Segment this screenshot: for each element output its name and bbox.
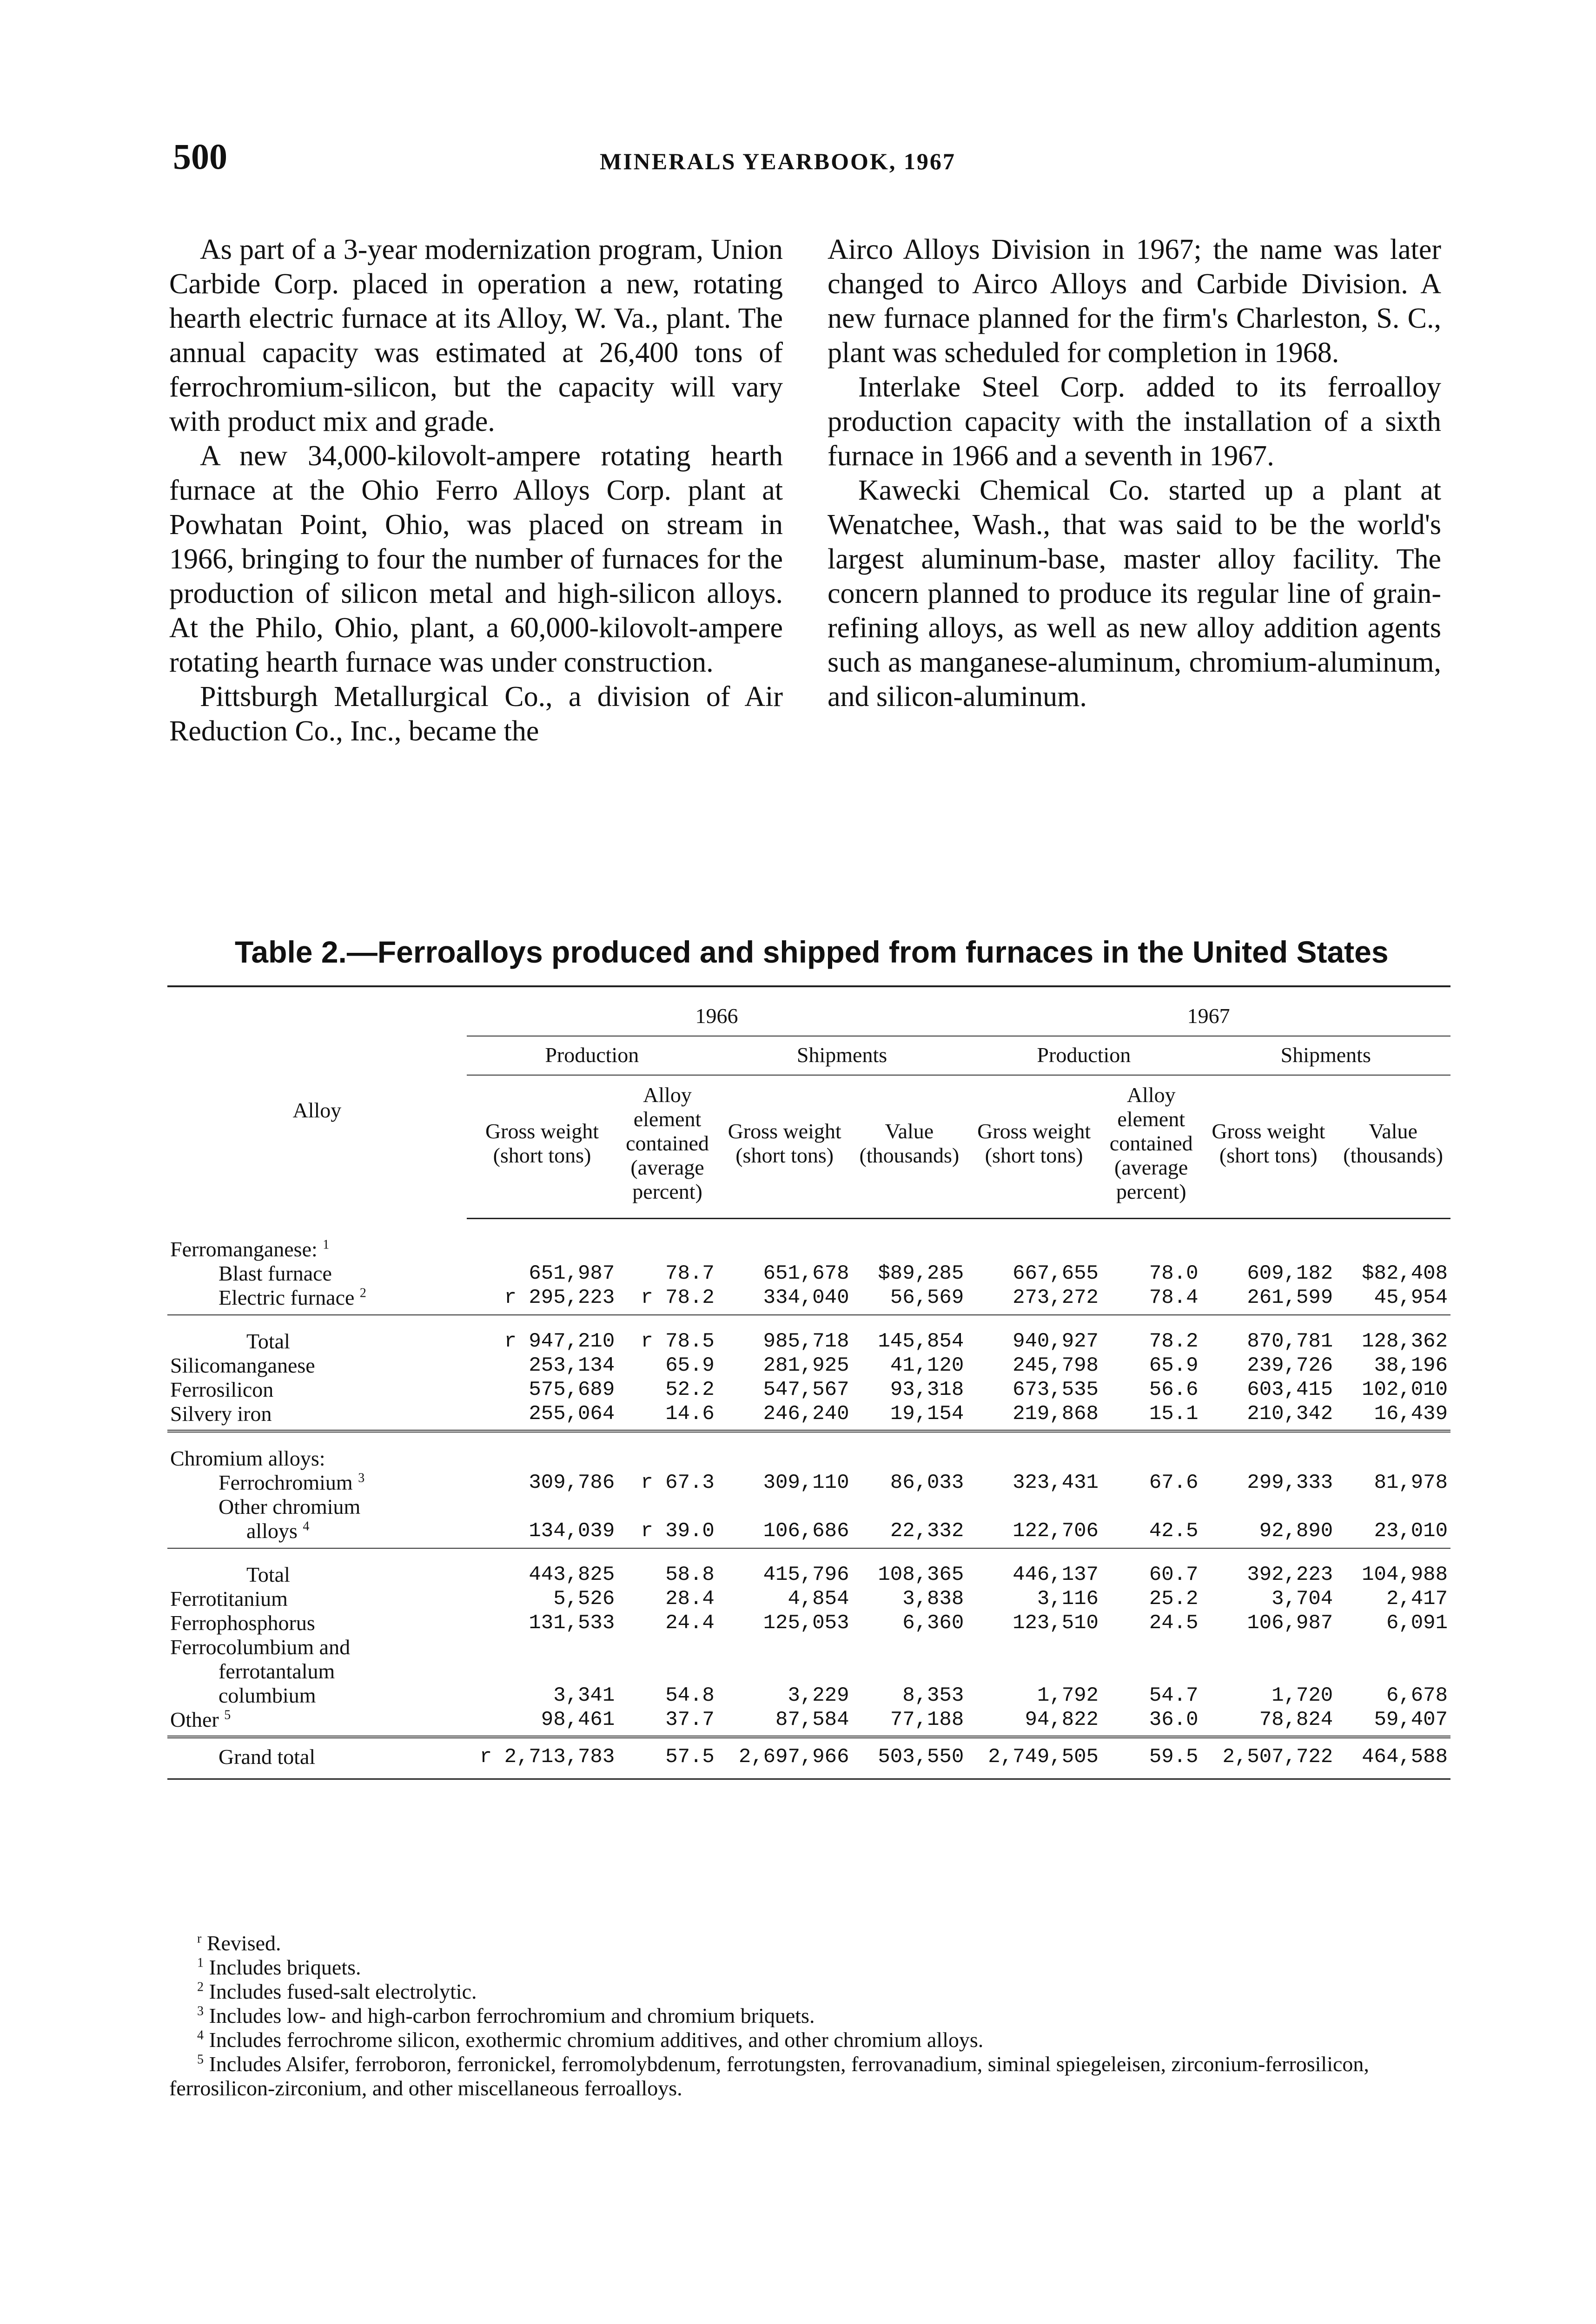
footnote	[169, 2004, 1452, 2028]
table-cell: 503,550	[852, 1737, 967, 1779]
column-header: Alloy element contained (average percent)	[617, 1075, 717, 1219]
alloy-column-header: Alloy	[167, 986, 467, 1219]
table-cell: 1,720	[1272, 1684, 1333, 1707]
table-cell	[967, 1431, 1101, 1471]
table-cell	[1201, 1495, 1336, 1519]
table-cell	[1101, 1495, 1201, 1519]
table-cell: 65.9	[1149, 1353, 1199, 1377]
table-cell	[852, 1219, 967, 1261]
table-cell: 870,781	[1247, 1329, 1333, 1353]
table-cell: 122,706	[967, 1519, 1101, 1548]
table-cell	[967, 1495, 1101, 1519]
row-label-text: Ferrochromium	[219, 1470, 353, 1494]
row-label-text: Blast furnace	[219, 1261, 332, 1285]
running-head: MINERALS YEARBOOK, 1967	[600, 148, 956, 174]
table-cell: 8,353	[902, 1684, 964, 1707]
row-label	[167, 1635, 467, 1659]
paragraph: As part of a 3-year modernization program, Union Carbide Corp. placed in operation a new, rotating hearth electric furnace at its Alloy, W. Va., plant. The annual capacity was estimated at 26,400 tons of ferrochromium-silicon, but the capacity will vary with product mix and grade.	[169, 234, 783, 437]
table-cell	[1201, 1659, 1336, 1684]
table-cell: 6,091	[1386, 1611, 1448, 1635]
table-cell: 128,362	[1362, 1329, 1448, 1353]
table-cell: 67.6	[1149, 1471, 1199, 1494]
table-cell: 273,272	[967, 1286, 1101, 1315]
table-cell: 323,431	[1013, 1471, 1099, 1494]
table-cell: 54.7	[1149, 1684, 1199, 1707]
footnote-text: Includes briquets.	[209, 1955, 361, 1979]
table-cell: 102,010	[1362, 1378, 1448, 1401]
table-cell: 78.4	[1101, 1286, 1201, 1315]
row-label-text: Silvery iron	[170, 1401, 272, 1426]
right-text-column	[828, 232, 1441, 714]
table-cell: 56.6	[1149, 1378, 1199, 1401]
table-cell	[1336, 1495, 1450, 1519]
table-cell: 940,927	[1013, 1329, 1099, 1353]
table-title: Table 2.—Ferroalloys produced and shipped from furnaces in the United States	[235, 935, 1389, 969]
table-cell: 78,824	[1201, 1708, 1336, 1737]
paragraph: A new 34,000-kilovolt-ampere rotating hearth furnace at the Ohio Ferro Alloys Corp. plant at Powhatan Point, Ohio, was placed on stream in 1966, bringing to four the number of furnaces for the production of silicon metal and high-silicon alloys. At the Philo, Ohio, plant, a 60,000-kilovolt-ampere rotating hearth furnace was under construction.	[169, 440, 783, 678]
table-cell	[1101, 1659, 1201, 1684]
table-cell: 246,240	[717, 1402, 852, 1431]
table-cell: $89,285	[878, 1261, 964, 1285]
row-label-text: Other chromium	[219, 1494, 361, 1519]
table-cell: 673,535	[1013, 1378, 1099, 1401]
footnote-text: Includes fused-salt electrolytic.	[209, 1980, 477, 2003]
table-cell: 261,599	[1201, 1286, 1336, 1315]
table-row	[167, 1587, 1450, 1611]
table-cell: 603,415	[1247, 1378, 1333, 1401]
table-cell: 60.7	[1149, 1563, 1199, 1586]
table-cell: 2,417	[1386, 1587, 1448, 1611]
row-label	[167, 1353, 467, 1378]
table-cell: 6,678	[1386, 1684, 1448, 1707]
row-label	[167, 1587, 467, 1611]
row-label	[167, 1402, 467, 1431]
table-cell: 58.8	[665, 1563, 715, 1586]
group-header: Production	[467, 1036, 717, 1075]
table-cell: 93,318	[890, 1378, 964, 1401]
year-header-1967: 1967	[967, 986, 1450, 1036]
footnote-mark: 2	[197, 1980, 204, 1994]
footnote	[169, 1955, 1452, 1980]
table-cell: 3,704	[1272, 1587, 1333, 1611]
table-cell: 609,182	[1247, 1261, 1333, 1285]
table-cell	[967, 1659, 1101, 1684]
table-cell	[717, 1431, 852, 1471]
table-cell: 239,726	[1247, 1353, 1333, 1377]
row-label	[167, 1611, 467, 1635]
table-cell	[717, 1635, 852, 1659]
table-cell	[617, 1659, 717, 1684]
row-label-text: columbium	[219, 1683, 316, 1707]
row-label-text: Total	[246, 1329, 290, 1353]
table-cell	[1336, 1635, 1450, 1659]
row-label	[167, 1708, 467, 1737]
row-label-text: Ferrocolumbium and	[170, 1635, 351, 1659]
table-cell: 123,510	[1013, 1611, 1099, 1635]
table-cell: 134,039	[467, 1519, 618, 1548]
table-cell: 92,890	[1201, 1519, 1336, 1548]
table-cell: 36.0	[1101, 1708, 1201, 1737]
table-cell: r 2,713,783	[467, 1737, 618, 1779]
table-cell: 245,798	[1013, 1353, 1099, 1377]
table-cell: 651,987	[529, 1261, 615, 1285]
table-cell	[467, 1219, 618, 1261]
table-cell: 104,988	[1362, 1563, 1448, 1586]
table-cell: 16,439	[1336, 1402, 1450, 1431]
group-header: Shipments	[717, 1036, 967, 1075]
footnote-text: Includes low- and high-carbon ferrochromium and chromium briquets.	[209, 2004, 815, 2027]
table-cell	[852, 1431, 967, 1471]
table-cell	[617, 1431, 717, 1471]
table-cell	[1336, 1431, 1450, 1471]
footnote-mark: r	[197, 1931, 202, 1946]
table-row	[167, 1378, 1450, 1402]
table-row	[167, 1286, 1450, 1315]
table-cell: 41,120	[890, 1353, 964, 1377]
table-cell	[1101, 1431, 1201, 1471]
table-cell: 2,507,722	[1201, 1737, 1336, 1779]
table-cell: 45,954	[1336, 1286, 1450, 1315]
table-cell	[852, 1495, 967, 1519]
table-cell: 98,461	[467, 1708, 618, 1737]
table-cell	[467, 1495, 618, 1519]
table-row	[167, 1635, 1450, 1659]
footnote-text: Includes ferrochrome silicon, exothermic chromium additives, and other chromium alloys.	[209, 2028, 984, 2052]
table-cell: 54.8	[665, 1684, 715, 1707]
table-cell	[1101, 1219, 1201, 1261]
table-cell: r 67.3	[641, 1471, 715, 1494]
table-cell: 547,567	[763, 1378, 849, 1401]
table-cell: 78.2	[1149, 1329, 1199, 1353]
table-cell: 145,854	[878, 1329, 964, 1353]
table-row	[167, 1315, 1450, 1353]
footnote	[169, 2052, 1452, 2100]
column-header: Gross weight (short tons)	[967, 1075, 1101, 1219]
row-label-text: Chromium alloys:	[170, 1446, 325, 1470]
row-label-text: Ferromanganese:	[170, 1237, 318, 1261]
table-cell: 25.2	[1149, 1587, 1199, 1611]
table-cell: 131,533	[529, 1611, 615, 1635]
footnote	[169, 1931, 1452, 1955]
row-label-text: Electric furnace	[219, 1285, 355, 1309]
table-cell: 3,116	[1037, 1587, 1099, 1611]
footnote	[169, 1980, 1452, 2004]
table-cell: $82,408	[1362, 1261, 1448, 1285]
year-header-1966: 1966	[467, 986, 967, 1036]
table-cell: r 78.5	[641, 1329, 715, 1353]
table-cell: 2,697,966	[717, 1737, 852, 1779]
table-cell	[467, 1431, 618, 1471]
footnote-mark: 5	[197, 2052, 204, 2067]
page-number: 500	[173, 136, 227, 177]
table-cell: 3,341	[553, 1684, 615, 1707]
table-cell: 667,655	[1013, 1261, 1099, 1285]
row-label	[167, 1315, 467, 1353]
table-cell: 4,854	[788, 1587, 849, 1611]
table-row	[167, 1219, 1450, 1261]
paragraph: Interlake Steel Corp. added to its ferroalloy production capacity with the installation of a sixth furnace in 1966 and a seventh in 1967.	[828, 371, 1441, 472]
table-cell: 77,188	[852, 1708, 967, 1737]
footnotes	[169, 1931, 1452, 2100]
row-label-text: Total	[246, 1562, 290, 1586]
table-cell	[967, 1635, 1101, 1659]
table-cell: 3,229	[788, 1684, 849, 1707]
table-cell: 59,407	[1336, 1708, 1450, 1737]
row-label	[167, 1286, 467, 1315]
table-cell: 56,569	[852, 1286, 967, 1315]
table-row	[167, 1353, 1450, 1378]
table-cell	[967, 1219, 1101, 1261]
table-cell: 22,332	[852, 1519, 967, 1548]
table-cell: 108,365	[878, 1563, 964, 1586]
row-label	[167, 1548, 467, 1587]
footnote-mark: 3	[358, 1471, 365, 1486]
row-label-text: alloys	[246, 1519, 298, 1543]
table-cell: 253,134	[529, 1353, 615, 1377]
column-header: Gross weight (short tons)	[467, 1075, 618, 1219]
table-cell: 651,678	[763, 1261, 849, 1285]
table-cell: 15.1	[1101, 1402, 1201, 1431]
table-cell: 464,588	[1336, 1737, 1450, 1779]
table-cell: 52.2	[665, 1378, 715, 1401]
table-cell: 19,154	[852, 1402, 967, 1431]
column-header: Alloy element contained (average percent)	[1101, 1075, 1201, 1219]
table-cell: 42.5	[1101, 1519, 1201, 1548]
table-cell: 37.7	[617, 1708, 717, 1737]
column-header: Gross weight (short tons)	[1201, 1075, 1336, 1219]
table-body	[167, 1219, 1450, 1779]
table-cell	[852, 1659, 967, 1684]
table-row	[167, 1431, 1450, 1471]
table-row	[167, 1548, 1450, 1587]
table-cell: 210,342	[1201, 1402, 1336, 1431]
column-header: Value (thousands)	[852, 1075, 967, 1219]
paragraph: Airco Alloys Division in 1967; the name was later changed to Airco Alloys and Carbide Division. A new furnace planned for the firm's Charleston, S. C., plant was scheduled for completion in 1968.	[828, 234, 1441, 369]
table-cell: 255,064	[467, 1402, 618, 1431]
footnote-mark: 1	[197, 1955, 204, 1970]
table-cell: 575,689	[529, 1378, 615, 1401]
table-cell: 38,196	[1374, 1353, 1448, 1377]
table-cell: 106,987	[1247, 1611, 1333, 1635]
table-cell	[1101, 1635, 1201, 1659]
footnote	[169, 2028, 1452, 2052]
row-label	[167, 1495, 467, 1519]
table-cell: 334,040	[717, 1286, 852, 1315]
table-cell: 5,526	[553, 1587, 615, 1611]
table-cell: r 78.2	[617, 1286, 717, 1315]
table-cell	[1336, 1659, 1450, 1684]
row-label	[167, 1737, 467, 1779]
group-header: Shipments	[1201, 1036, 1451, 1075]
table-row	[167, 1471, 1450, 1495]
row-label	[167, 1684, 467, 1708]
table-cell: 87,584	[717, 1708, 852, 1737]
row-label-text: ferrotantalum	[219, 1659, 335, 1683]
ferroalloys-table-container	[167, 985, 1450, 1780]
table-cell	[617, 1495, 717, 1519]
table-cell: 28.4	[665, 1587, 715, 1611]
row-label-text: Silicomanganese	[170, 1353, 315, 1377]
column-header: Value (thousands)	[1336, 1075, 1450, 1219]
table-cell: 23,010	[1336, 1519, 1450, 1548]
table-cell: r 39.0	[617, 1519, 717, 1548]
table-row	[167, 1737, 1450, 1779]
footnote-mark: 1	[323, 1237, 330, 1252]
footnote-text: Revised.	[206, 1931, 281, 1955]
table-cell: 65.9	[665, 1353, 715, 1377]
table-row	[167, 1708, 1450, 1737]
left-text-column	[169, 232, 783, 748]
table-row	[167, 1684, 1450, 1708]
table-cell	[717, 1659, 852, 1684]
table-cell: r 947,210	[504, 1329, 615, 1353]
table-cell: 281,925	[763, 1353, 849, 1377]
table-cell: 78.7	[665, 1261, 715, 1285]
table-cell: 1,792	[1037, 1684, 1099, 1707]
row-label	[167, 1471, 467, 1495]
table-row	[167, 1519, 1450, 1548]
group-header: Production	[967, 1036, 1201, 1075]
table-cell: 78.0	[1149, 1261, 1199, 1285]
ferroalloys-table	[167, 985, 1450, 1780]
table-cell	[467, 1659, 618, 1684]
row-label	[167, 1261, 467, 1286]
table-cell: r 295,223	[467, 1286, 618, 1315]
row-label	[167, 1519, 467, 1548]
footnote-mark: 4	[197, 2028, 204, 2043]
table-cell: 446,137	[1013, 1563, 1099, 1586]
table-cell: 24.4	[665, 1611, 715, 1635]
table-cell: 2,749,505	[967, 1737, 1101, 1779]
table-cell: 125,053	[763, 1611, 849, 1635]
table-cell	[717, 1219, 852, 1261]
table-cell	[617, 1635, 717, 1659]
table-cell: 299,333	[1247, 1471, 1333, 1494]
table-cell	[1201, 1431, 1336, 1471]
table-cell	[1201, 1635, 1336, 1659]
row-label	[167, 1659, 467, 1684]
table-cell: 392,223	[1247, 1563, 1333, 1586]
table-cell: 309,786	[529, 1471, 615, 1494]
row-label	[167, 1378, 467, 1402]
row-label-text: Grand total	[219, 1744, 316, 1769]
table-cell: 6,360	[902, 1611, 964, 1635]
row-label-text: Other	[170, 1707, 219, 1731]
table-cell: 57.5	[617, 1737, 717, 1779]
row-label-text: Ferrotitanium	[170, 1586, 288, 1611]
table-cell: 985,718	[763, 1329, 849, 1353]
row-label	[167, 1219, 467, 1261]
table-cell: 309,110	[763, 1471, 849, 1494]
table-cell: 86,033	[890, 1471, 964, 1494]
footnote-mark: 5	[224, 1708, 231, 1723]
table-cell	[1336, 1219, 1450, 1261]
table-cell: 106,686	[717, 1519, 852, 1548]
row-label-text: Ferrosilicon	[170, 1377, 274, 1401]
table-row	[167, 1402, 1450, 1431]
table-cell	[617, 1219, 717, 1261]
table-row	[167, 1495, 1450, 1519]
table-cell	[717, 1495, 852, 1519]
table-cell: 3,838	[902, 1587, 964, 1611]
footnote-text: Includes Alsifer, ferroboron, ferronickel, ferromolybdenum, ferrotungsten, ferrovanadium, siminal spiegeleisen, zirconium-ferrosilicon, ferrosilicon-zirconium, and other miscellaneous ferroalloys.	[169, 2052, 1369, 2100]
table-cell: 14.6	[617, 1402, 717, 1431]
table-cell	[467, 1635, 618, 1659]
footnote-mark: 2	[359, 1286, 366, 1301]
paragraph: Kawecki Chemical Co. started up a plant at Wenatchee, Wash., that was said to be the world's largest aluminum-base, master alloy facility. The concern planned to produce its regular line of grain-refining alloys, as well as new alloy addition agents such as manganese-aluminum, chromium-aluminum, and silicon-aluminum.	[828, 475, 1441, 713]
column-header: Gross weight (short tons)	[717, 1075, 852, 1219]
row-label-text: Ferrophosphorus	[170, 1611, 315, 1635]
table-cell	[1201, 1219, 1336, 1261]
table-cell: 415,796	[763, 1563, 849, 1586]
table-cell: 59.5	[1101, 1737, 1201, 1779]
row-label	[167, 1431, 467, 1471]
table-cell: 443,825	[529, 1563, 615, 1586]
table-cell: 94,822	[967, 1708, 1101, 1737]
table-cell: 81,978	[1374, 1471, 1448, 1494]
table-row	[167, 1611, 1450, 1635]
table-cell	[852, 1635, 967, 1659]
table-cell: 24.5	[1149, 1611, 1199, 1635]
table-row	[167, 1261, 1450, 1286]
table-cell: 219,868	[967, 1402, 1101, 1431]
footnote-mark: 4	[303, 1519, 310, 1534]
footnote-mark: 3	[197, 2004, 204, 2019]
table-row	[167, 1659, 1450, 1684]
paragraph: Pittsburgh Metallurgical Co., a division of Air Reduction Co., Inc., became the	[169, 681, 783, 747]
